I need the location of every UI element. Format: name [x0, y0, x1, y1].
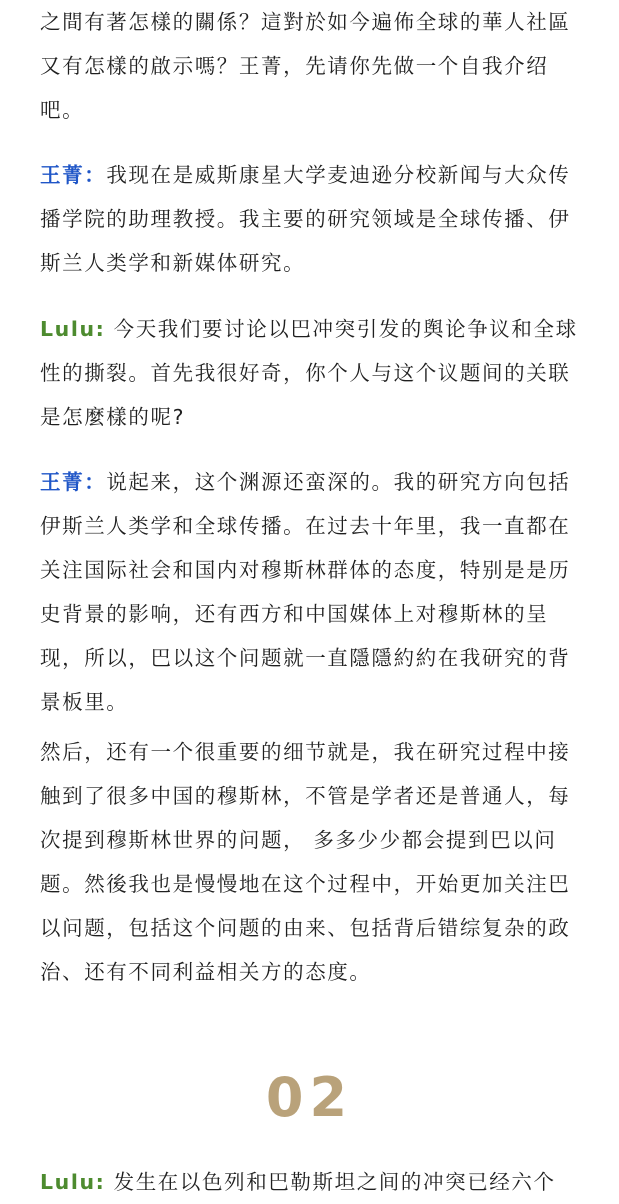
- lulu-question-2: [40, 1160, 580, 1204]
- speaker-label-lulu: Lulu:: [40, 317, 106, 341]
- wang-jing-answer-1-continued: [40, 730, 580, 994]
- lulu-question-1: [40, 307, 580, 439]
- paragraph-text: 之間有著怎樣的關係？這對於如今遍佈全球的華人社區又有怎樣的啟示嗎？王菁，先请你先做一个自我介绍吧。: [40, 10, 571, 122]
- wang-jing-answer-1: [40, 460, 580, 724]
- paragraph-text: 然后，还有一个很重要的细节就是，我在研究过程中接触到了很多中国的穆斯林，不管是学者还是普通人，每次提到穆斯林世界的问题， 多多少少都会提到巴以问题。然後我也是慢慢地在这个过程中，开始更加关注巴以问题，包括这个问题的由来、包括背后错综复杂的政治、还有不同利益相关方的态度。: [40, 740, 571, 984]
- intro-paragraph: [40, 0, 580, 132]
- paragraph-text: 今天我们要讨论以巴冲突引发的舆论争议和全球性的撕裂。首先我很好奇，你个人与这个议题间的关联是怎麼樣的呢?: [40, 317, 578, 429]
- paragraph-text: 发生在以色列和巴勒斯坦之间的冲突已经六个: [105, 1170, 556, 1194]
- speaker-label-lulu: Lulu:: [40, 1170, 106, 1194]
- speaker-label-wang-jing: 王菁：: [40, 470, 107, 494]
- wang-jing-self-introduction: [40, 153, 580, 285]
- speaker-label-wang-jing: 王菁：: [40, 163, 107, 187]
- paragraph-text: 我现在是威斯康星大学麦迪逊分校新闻与大众传播学院的助理教授。我主要的研究领域是全球传播、伊斯兰人类学和新媒体研究。: [40, 163, 571, 275]
- paragraph-text: 说起来，这个渊源还蛮深的。我的研究方向包括伊斯兰人类学和全球传播。在过去十年里，我一直都在关注国际社会和国内对穆斯林群体的态度，特别是是历史背景的影响，还有西方和中国媒体上对穆斯林的呈现，所以，巴以这个问题就一直隱隱約約在我研究的背景板里。: [40, 470, 571, 714]
- section-number: 02: [265, 1066, 354, 1129]
